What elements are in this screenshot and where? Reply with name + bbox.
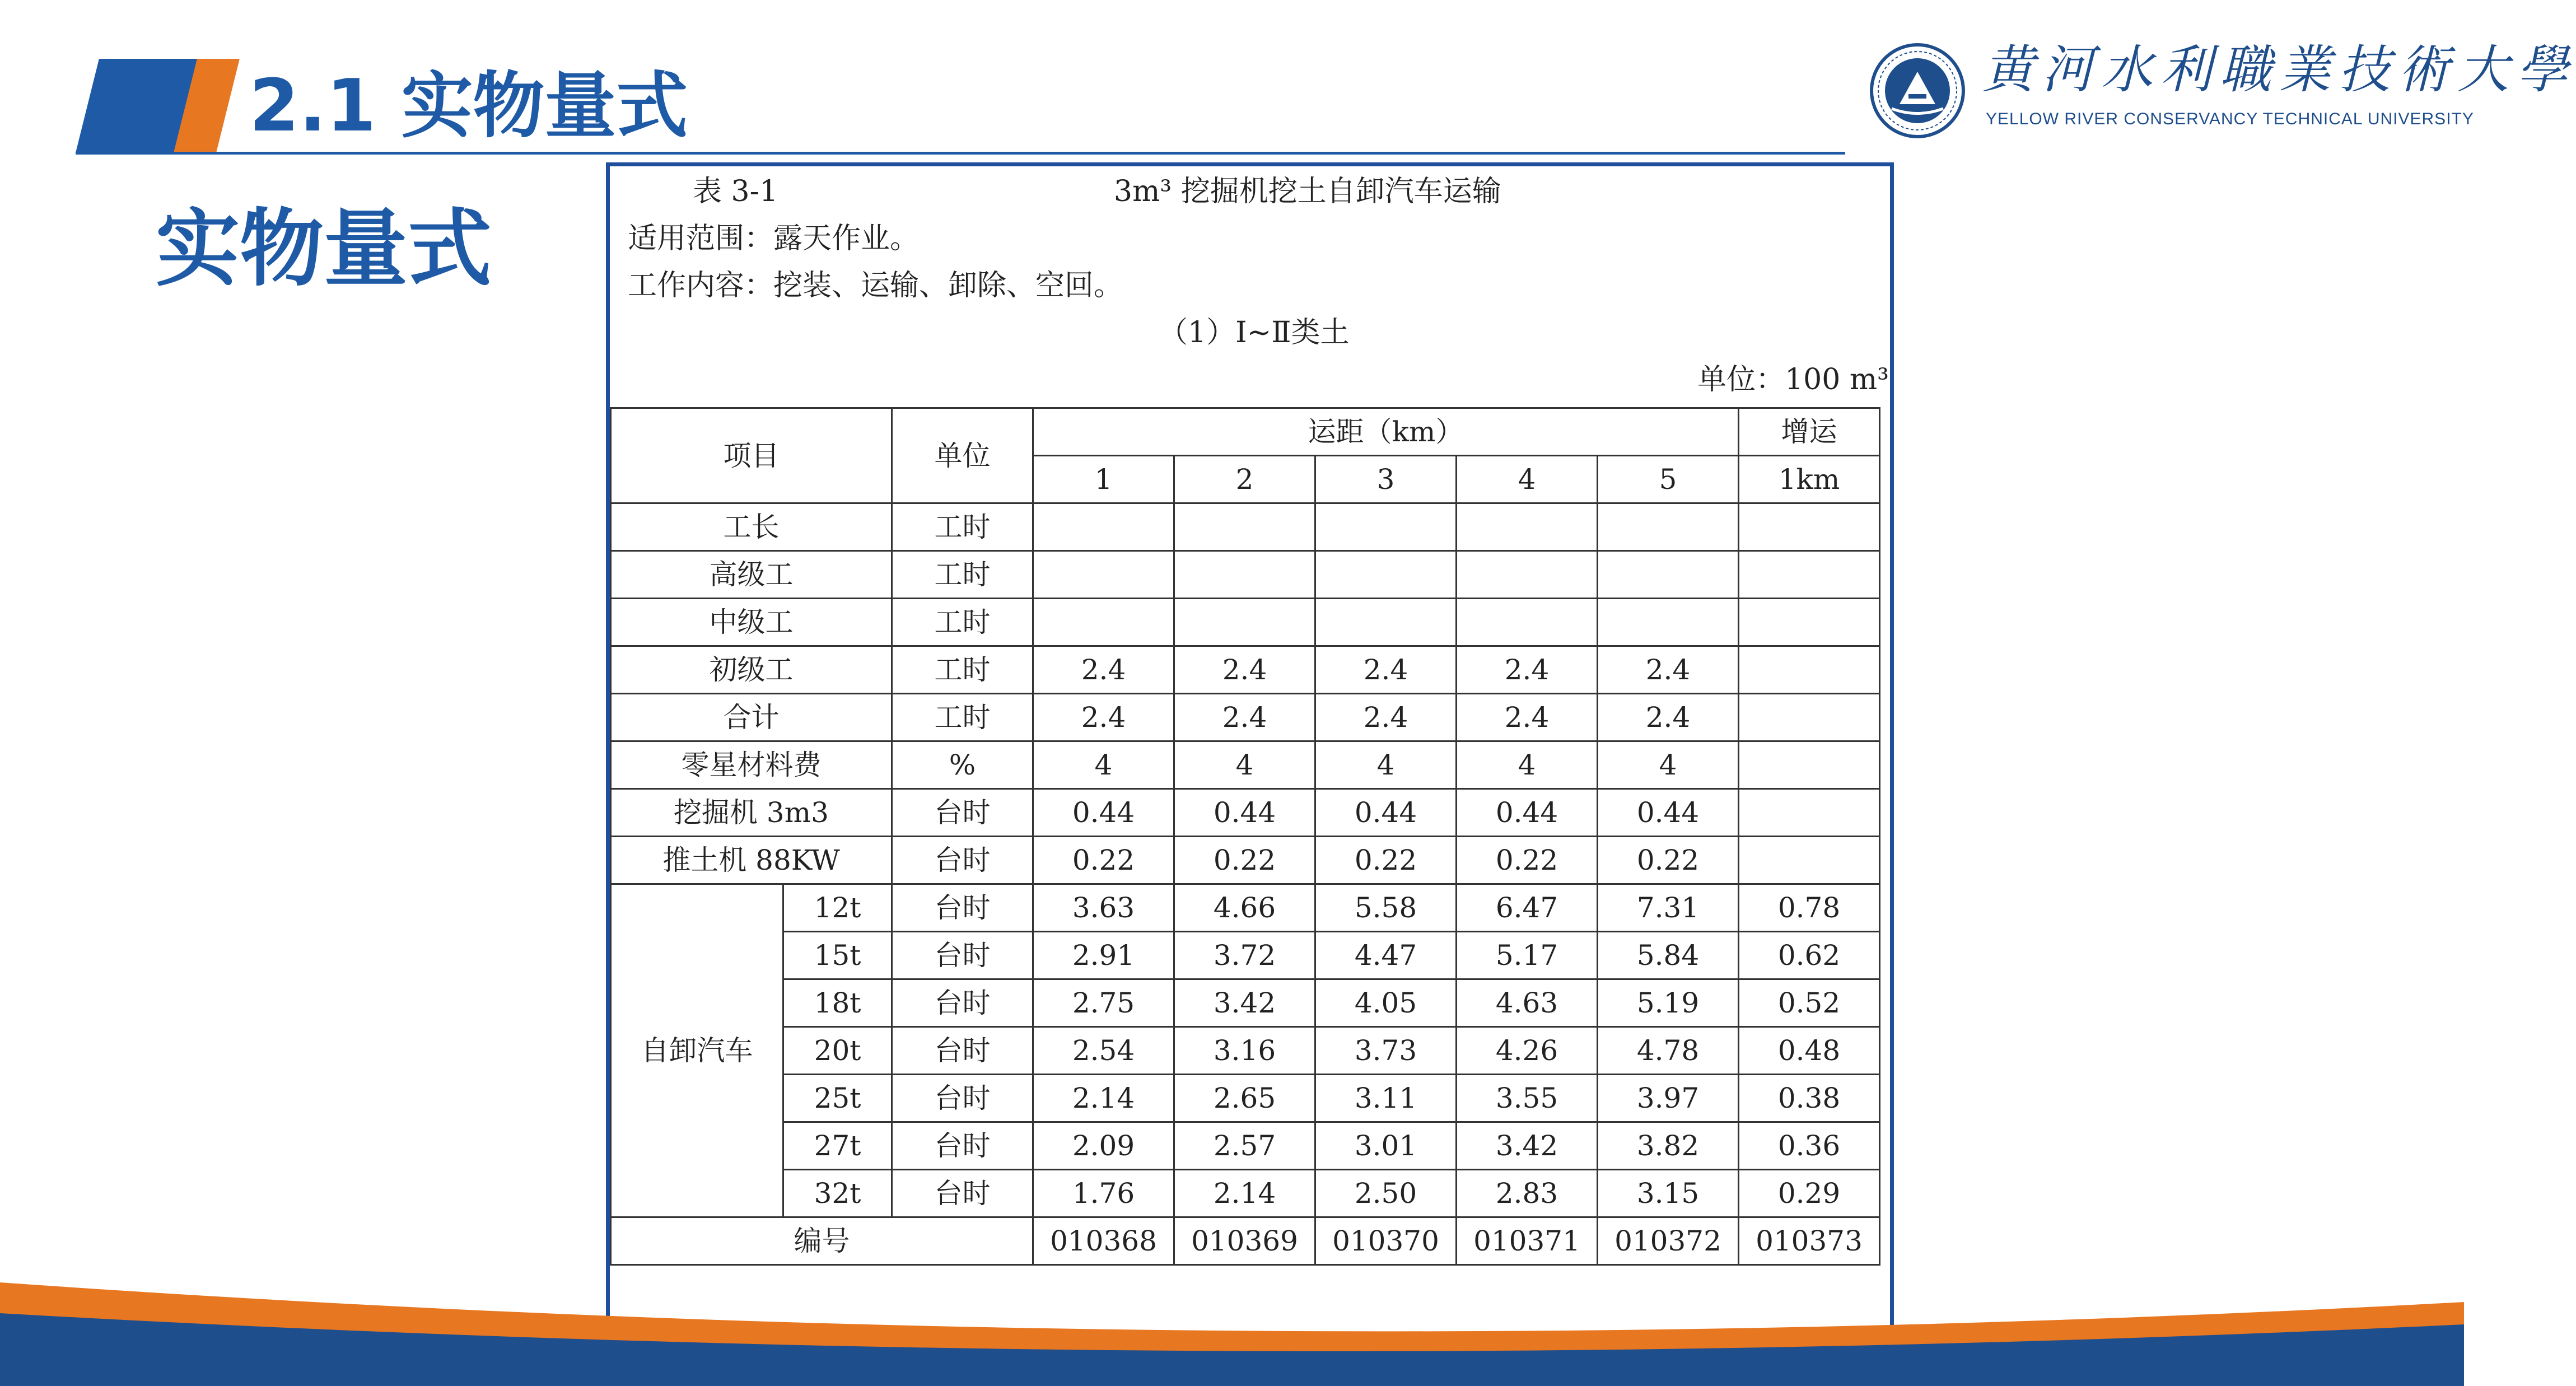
- truck-row: [611, 979, 1880, 1027]
- truck-value: 2.54: [1033, 1027, 1174, 1075]
- table-row: [611, 694, 1880, 741]
- university-seal-icon: [1869, 43, 1966, 139]
- bottom-wave-decoration: [0, 1271, 2464, 1386]
- quota-document: [606, 162, 1894, 1337]
- truck-value: 0.36: [1739, 1122, 1880, 1170]
- university-name-cn: 黄河水利職業技術大學: [1982, 40, 2576, 100]
- truck-value: 0.48: [1739, 1027, 1880, 1075]
- truck-value: 4.78: [1598, 1027, 1739, 1075]
- table-row: [611, 741, 1880, 789]
- table-row: [611, 599, 1880, 646]
- truck-value: 3.16: [1174, 1027, 1315, 1075]
- row-value: 2.4: [1598, 694, 1739, 741]
- header-distance-3: 3: [1315, 456, 1457, 503]
- row-value: [1174, 551, 1315, 599]
- truck-value: 7.31: [1598, 884, 1739, 932]
- truck-unit: 台时: [892, 932, 1033, 979]
- row-item: 工长: [611, 503, 892, 551]
- unit-note: 单位：100 m³: [1697, 363, 1889, 396]
- row-value: [1739, 599, 1880, 646]
- truck-row: [611, 1075, 1880, 1122]
- row-value: [1739, 694, 1880, 741]
- row-value: 2.4: [1457, 646, 1598, 694]
- header-distance-5: 5: [1598, 456, 1739, 503]
- row-value: 0.22: [1598, 837, 1739, 884]
- row-value: 0.44: [1457, 789, 1598, 837]
- row-value: 2.4: [1315, 646, 1457, 694]
- header-item: 项目: [611, 408, 892, 503]
- truck-value: 2.14: [1033, 1075, 1174, 1122]
- row-value: [1174, 599, 1315, 646]
- row-value: 0.44: [1315, 789, 1457, 837]
- truck-row: [611, 884, 1880, 932]
- section-title: 2.1 实物量式: [249, 64, 688, 148]
- header-distance-1: 1: [1033, 456, 1174, 503]
- row-value: [1739, 646, 1880, 694]
- truck-value: 2.57: [1174, 1122, 1315, 1170]
- truck-unit: 台时: [892, 1122, 1033, 1170]
- table-number: 表 3-1: [693, 175, 778, 208]
- row-value: 2.4: [1174, 646, 1315, 694]
- truck-value: 2.83: [1457, 1170, 1598, 1217]
- row-value: [1315, 599, 1457, 646]
- table-row: [611, 646, 1880, 694]
- table-row: [611, 837, 1880, 884]
- truck-value: 2.75: [1033, 979, 1174, 1027]
- row-value: 0.22: [1457, 837, 1598, 884]
- row-unit: 工时: [892, 503, 1033, 551]
- truck-value: 2.91: [1033, 932, 1174, 979]
- side-title: 实物量式: [156, 200, 492, 298]
- row-value: 0.22: [1315, 837, 1457, 884]
- header-underline: [76, 152, 1845, 155]
- truck-value: 0.78: [1739, 884, 1880, 932]
- truck-size: 27t: [783, 1122, 892, 1170]
- header-extra-bottom: 1km: [1739, 456, 1880, 503]
- code-value: 010372: [1598, 1217, 1739, 1265]
- row-value: [1033, 551, 1174, 599]
- truck-value: 0.62: [1739, 932, 1880, 979]
- truck-value: 4.05: [1315, 979, 1457, 1027]
- row-unit: %: [892, 741, 1033, 789]
- truck-value: 4.63: [1457, 979, 1598, 1027]
- truck-value: 2.65: [1174, 1075, 1315, 1122]
- truck-unit: 台时: [892, 884, 1033, 932]
- row-value: [1457, 599, 1598, 646]
- truck-value: 3.63: [1033, 884, 1174, 932]
- table-row: [611, 789, 1880, 837]
- truck-value: 0.38: [1739, 1075, 1880, 1122]
- code-label: 编号: [611, 1217, 1033, 1265]
- code-value: 010370: [1315, 1217, 1457, 1265]
- truck-size: 25t: [783, 1075, 892, 1122]
- truck-value: 3.72: [1174, 932, 1315, 979]
- row-value: [1598, 503, 1739, 551]
- header-extra-top: 增运: [1739, 408, 1880, 456]
- row-item: 推土机 88KW: [611, 837, 892, 884]
- truck-value: 3.42: [1174, 979, 1315, 1027]
- header-unit: 单位: [892, 408, 1033, 503]
- truck-value: 4.66: [1174, 884, 1315, 932]
- truck-unit: 台时: [892, 1027, 1033, 1075]
- truck-row: [611, 1170, 1880, 1217]
- truck-value: 2.50: [1315, 1170, 1457, 1217]
- row-value: [1033, 599, 1174, 646]
- row-item: 合计: [611, 694, 892, 741]
- row-value: [1033, 503, 1174, 551]
- row-value: 4: [1315, 741, 1457, 789]
- truck-value: 5.19: [1598, 979, 1739, 1027]
- row-unit: 工时: [892, 599, 1033, 646]
- row-item: 挖掘机 3m3: [611, 789, 892, 837]
- header-row: [611, 408, 1880, 456]
- row-unit: 工时: [892, 551, 1033, 599]
- truck-value: 3.11: [1315, 1075, 1457, 1122]
- row-unit: 工时: [892, 694, 1033, 741]
- row-value: [1598, 551, 1739, 599]
- truck-value: 3.97: [1598, 1075, 1739, 1122]
- row-item: 初级工: [611, 646, 892, 694]
- code-value: 010373: [1739, 1217, 1880, 1265]
- truck-value: 5.17: [1457, 932, 1598, 979]
- truck-row: [611, 932, 1880, 979]
- row-value: 4: [1598, 741, 1739, 789]
- quota-table-wrapper: [610, 407, 1880, 1266]
- header-distance-2: 2: [1174, 456, 1315, 503]
- truck-value: 0.29: [1739, 1170, 1880, 1217]
- row-value: 2.4: [1174, 694, 1315, 741]
- row-value: 0.44: [1598, 789, 1739, 837]
- row-value: [1739, 551, 1880, 599]
- row-value: [1739, 789, 1880, 837]
- row-value: 0.22: [1174, 837, 1315, 884]
- table-row: [611, 503, 1880, 551]
- row-value: 4: [1033, 741, 1174, 789]
- row-value: [1457, 551, 1598, 599]
- row-value: [1598, 599, 1739, 646]
- row-unit: 台时: [892, 837, 1033, 884]
- quota-table: [610, 407, 1880, 1266]
- row-value: [1739, 741, 1880, 789]
- truck-value: 6.47: [1457, 884, 1598, 932]
- row-value: 2.4: [1457, 694, 1598, 741]
- row-unit: 工时: [892, 646, 1033, 694]
- truck-unit: 台时: [892, 979, 1033, 1027]
- soil-class-subtitle: （1）Ⅰ~Ⅱ类土: [1159, 316, 1350, 349]
- row-value: 0.44: [1174, 789, 1315, 837]
- truck-value: 3.55: [1457, 1075, 1598, 1122]
- truck-value: 4.26: [1457, 1027, 1598, 1075]
- row-value: [1315, 503, 1457, 551]
- truck-value: 2.09: [1033, 1122, 1174, 1170]
- row-value: [1739, 837, 1880, 884]
- truck-size: 12t: [783, 884, 892, 932]
- university-name-en: YELLOW RIVER CONSERVANCY TECHNICAL UNIVERSITY: [1986, 110, 2474, 128]
- row-value: 2.4: [1315, 694, 1457, 741]
- table-row: [611, 551, 1880, 599]
- row-value: 2.4: [1598, 646, 1739, 694]
- code-value: 010368: [1033, 1217, 1174, 1265]
- truck-group-label: 自卸汽车: [611, 884, 783, 1217]
- truck-value: 3.73: [1315, 1027, 1457, 1075]
- code-value: 010371: [1457, 1217, 1598, 1265]
- truck-value: 1.76: [1033, 1170, 1174, 1217]
- row-value: [1174, 503, 1315, 551]
- truck-value: 0.52: [1739, 979, 1880, 1027]
- truck-unit: 台时: [892, 1075, 1033, 1122]
- truck-value: 4.47: [1315, 932, 1457, 979]
- work-content-text: 工作内容：挖装、运输、卸除、空回。: [628, 269, 1123, 302]
- truck-value: 3.42: [1457, 1122, 1598, 1170]
- truck-size: 20t: [783, 1027, 892, 1075]
- header-distance: 运距（km）: [1033, 408, 1739, 456]
- truck-size: 32t: [783, 1170, 892, 1217]
- truck-size: 15t: [783, 932, 892, 979]
- row-value: [1739, 503, 1880, 551]
- truck-size: 18t: [783, 979, 892, 1027]
- row-item: 高级工: [611, 551, 892, 599]
- truck-value: 3.15: [1598, 1170, 1739, 1217]
- row-value: [1315, 551, 1457, 599]
- truck-value: 2.14: [1174, 1170, 1315, 1217]
- row-item: 零星材料费: [611, 741, 892, 789]
- truck-unit: 台时: [892, 1170, 1033, 1217]
- row-value: [1457, 503, 1598, 551]
- code-row: [611, 1217, 1880, 1265]
- scope-text: 适用范围：露天作业。: [628, 222, 920, 255]
- truck-row: [611, 1122, 1880, 1170]
- truck-value: 5.84: [1598, 932, 1739, 979]
- row-value: 4: [1457, 741, 1598, 789]
- code-value: 010369: [1174, 1217, 1315, 1265]
- row-unit: 台时: [892, 789, 1033, 837]
- row-value: 2.4: [1033, 646, 1174, 694]
- row-item: 中级工: [611, 599, 892, 646]
- row-value: 4: [1174, 741, 1315, 789]
- truck-row: [611, 1027, 1880, 1075]
- row-value: 0.22: [1033, 837, 1174, 884]
- table-title: 3m³ 挖掘机挖土自卸汽车运输: [1114, 175, 1501, 208]
- row-value: 0.44: [1033, 789, 1174, 837]
- row-value: 2.4: [1033, 694, 1174, 741]
- header-distance-4: 4: [1457, 456, 1598, 503]
- truck-value: 5.58: [1315, 884, 1457, 932]
- truck-value: 3.01: [1315, 1122, 1457, 1170]
- truck-value: 3.82: [1598, 1122, 1739, 1170]
